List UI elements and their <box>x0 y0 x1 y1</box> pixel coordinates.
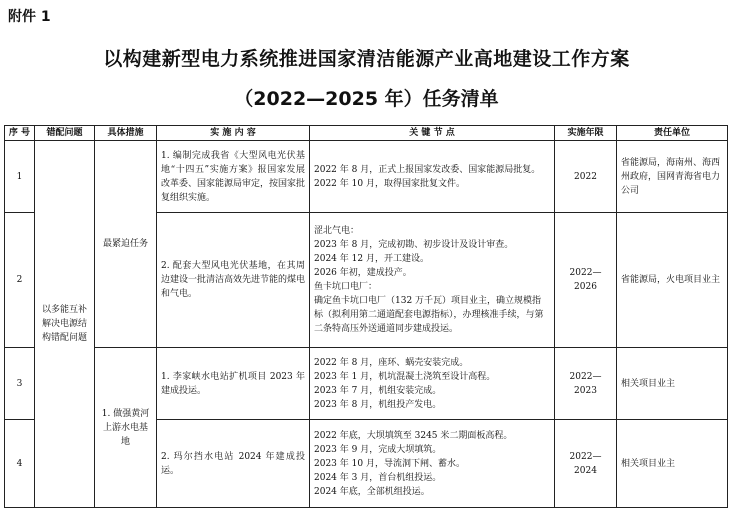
milestone-line: 2022 年底，大坝填筑至 3245 米二期面板高程。 <box>314 430 513 441</box>
row-seq: 3 <box>5 348 35 420</box>
row-unit: 相关项目业主 <box>617 348 728 420</box>
header-milestones: 关 键 节 点 <box>310 126 555 141</box>
milestone-line: 涩北气电： <box>314 226 360 236</box>
milestone-line: 2022 年 10 月，取得国家批复文件。 <box>314 178 465 189</box>
document-title: 以构建新型电力系统推进国家清洁能源产业高地建设工作方案 <box>103 48 630 70</box>
issue-cell: 以多能互补解决电源结构错配问题 <box>35 141 95 508</box>
row-content: 1. 李家峡水电站扩机项目 2023 年建成投运。 <box>157 348 310 420</box>
row-unit: 省能源局，海南州、海西州政府，国网青海省电力公司 <box>617 141 728 213</box>
milestone-line: 2026 年初，建成投产。 <box>314 268 412 278</box>
header-measure: 具体措施 <box>95 126 157 141</box>
milestone-line: 2023 年 7 月，机组安装完成。 <box>314 385 442 396</box>
milestone-line: 2024 年底，全部机组投运。 <box>314 486 430 497</box>
row-milestones <box>310 141 555 213</box>
header-content: 实 施 内 容 <box>157 126 310 141</box>
milestone-line: 2022 年 8 月，座环、蜗壳安装完成。 <box>314 357 469 368</box>
header-seq: 序 号 <box>5 126 35 141</box>
row-seq: 2 <box>5 213 35 348</box>
milestone-line: 2023 年 9 月，完成大坝填筑。 <box>314 444 442 455</box>
milestone-line: 2023 年 1 月，机坑混凝土浇筑至设计高程。 <box>314 371 496 382</box>
row-content: 2. 配套大型风电光伏基地，在其周边建设一批清洁高效先进节能的煤电和气电。 <box>157 213 310 348</box>
measure-cell: 1. 做强黄河上游水电基地 <box>95 348 157 508</box>
row-year: 2022 <box>555 141 617 213</box>
row-unit: 相关项目业主 <box>617 420 728 508</box>
header-year: 实施年限 <box>555 126 617 141</box>
row-milestones <box>310 213 555 348</box>
task-list-table <box>4 125 728 508</box>
table-row <box>5 141 728 213</box>
table-row <box>5 348 728 420</box>
row-milestones <box>310 420 555 508</box>
milestone-line: 2022 年 8 月，正式上报国家发改委、国家能源局批复。 <box>314 164 541 175</box>
header-unit: 责任单位 <box>617 126 728 141</box>
milestone-line: 2024 年 3 月，首台机组投运。 <box>314 472 442 483</box>
document-subtitle: （2022—2025 年）任务清单 <box>234 88 499 110</box>
row-year: 2022—2026 <box>555 213 617 348</box>
row-milestones <box>310 348 555 420</box>
row-year: 2022—2024 <box>555 420 617 508</box>
milestone-line-wrap: 确定鱼卡坑口电厂（132 万千瓦）项目业主，确立规模指标（拟利用第二通道配套电源指标），办理核准手续，与第二条特高压外送通道同步建成投运。 <box>314 296 544 334</box>
milestone-line: 2023 年 10 月，导流洞下闸、蓄水。 <box>314 458 465 469</box>
row-seq: 4 <box>5 420 35 508</box>
row-year: 2022—2023 <box>555 348 617 420</box>
table-header-row <box>5 126 728 141</box>
milestone-line: 2024 年 12 月，开工建设。 <box>314 254 429 264</box>
row-unit: 省能源局，火电项目业主 <box>617 213 728 348</box>
milestone-line: 2023 年 8 月，机组投产发电。 <box>314 399 442 410</box>
row-content: 2. 玛尔挡水电站 2024 年建成投运。 <box>157 420 310 508</box>
milestone-line: 2023 年 8 月，完成初勘、初步设计及设计审查。 <box>314 240 514 250</box>
row-content: 1. 编制完成我省《大型风电光伏基地“十四五”实施方案》报国家发展改革委、国家能源局审定，按国家批复组织实施。 <box>157 141 310 213</box>
measure-cell: 最紧迫任务 <box>95 141 157 348</box>
header-issue: 错配问题 <box>35 126 95 141</box>
milestone-line: 鱼卡坑口电厂： <box>314 282 378 292</box>
row-seq: 1 <box>5 141 35 213</box>
annex-label: 附件 1 <box>8 9 51 25</box>
